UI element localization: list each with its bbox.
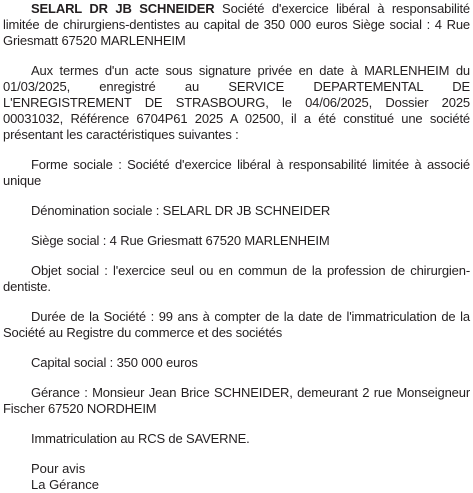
company-denomination: Dénomination sociale : SELARL DR JB SCHNEIDER (31, 203, 331, 218)
company-description: Société d'exercice libéral à responsabilité limitée de chirurgiens-dentistes au capital de 350 000 euros Siège social : 4 Rue Griesmatt 67520 MARLENHEIM (3, 1, 470, 48)
legal-notice (3, 1, 470, 493)
registered-office: Siège social : 4 Rue Griesmatt 67520 MARLENHEIM (31, 233, 330, 248)
share-capital: Capital social : 350 000 euros (31, 355, 198, 370)
management: Gérance : Monsieur Jean Brice SCHNEIDER, demeurant 2 rue Monseigneur Fischer 67520 NORDHEIM (3, 385, 470, 416)
registration: Immatriculation au RCS de SAVERNE. (31, 431, 250, 446)
pour-avis: Pour avis (31, 461, 86, 476)
legal-form: Forme sociale : Société d'exercice libéral à responsabilité limitée à associé unique (3, 157, 470, 188)
company-name: SELARL DR JB SCHNEIDER (31, 1, 215, 16)
notice-heading (3, 1, 470, 49)
signature: La Gérance (31, 477, 99, 492)
corporate-purpose: Objet social : l'exercice seul ou en commun de la profession de chirurgien-dentiste. (3, 263, 470, 294)
deed-paragraph: Aux termes d'un acte sous signature privée en date à MARLENHEIM du 01/03/2025, enregistré au SERVICE DEPARTEMENTAL DE L'ENREGISTREMENT DE STRASBOURG, le 04/06/2025, Dossier 2025 00031032, Référence 6704P61 2025 A 02500, il a été constitué une société présentant les caractéristiques suivantes : (3, 63, 470, 142)
company-duration: Durée de la Société : 99 ans à compter de la date de l'immatriculation de la Société au Registre du commerce et des sociétés (3, 309, 470, 340)
